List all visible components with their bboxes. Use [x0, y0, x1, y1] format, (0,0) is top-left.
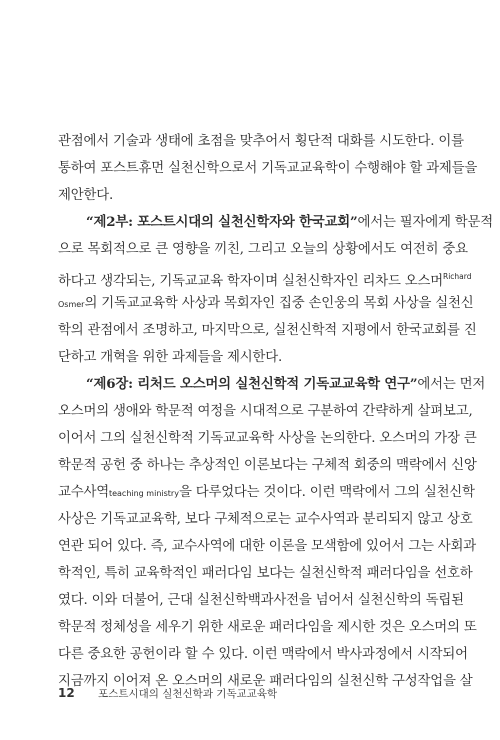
- text-line: 연관 되어 있다. 즉, 교수사역에 대한 이론을 모색함에 있어서 그는 사회과: [58, 539, 477, 554]
- text-line: 였다. 이와 더불어, 근대 실천신학백과사전을 넘어서 실천신학의 독립된: [58, 593, 464, 608]
- paragraph-part2: [58, 209, 493, 371]
- text-line: 단하고 개혁을 위한 과제들을 제시한다.: [58, 350, 283, 365]
- paragraph-intro: [58, 128, 478, 209]
- english-name: Osmer: [58, 300, 85, 309]
- text-line: 이어서 그의 실천신학적 기독교교육학 사상을 논의한다. 오스머의 가장 큰: [58, 431, 477, 446]
- text-line: 학의 관점에서 조명하고, 마지막으로, 실천신학적 지평에서 한국교회를 진: [58, 323, 477, 338]
- text-line: 학적인, 특히 교육학적인 패러다임 보다는 실천신학적 패러다임을 선호하: [58, 566, 473, 581]
- text-span: 에서는 필자에게 학문적: [357, 215, 493, 230]
- text-span: 에서는 먼저: [417, 377, 486, 392]
- text-line: 오스머의 생애와 학문적 여정을 시대적으로 구분하여 간략하게 살펴보고,: [58, 404, 473, 419]
- text-span: 교수사역: [58, 485, 109, 500]
- paragraph-chapter6: [58, 371, 486, 722]
- text-line: [58, 479, 475, 506]
- text-line: 제안한다.: [58, 188, 113, 203]
- text-span: 을 다루었다는 것이다. 이런 맥락에서 그의 실천신학: [178, 485, 475, 500]
- text-line: 학문적 정체성을 세우기 위한 새로운 패러다임을 제시한 것은 오스머의 또: [58, 620, 477, 635]
- running-title: 포스트시대의 실천신학과 기독교교육학: [98, 688, 278, 700]
- text-line: 다른 중요한 공헌이라 할 수 있다. 이런 맥락에서 박사과정에서 시작되어: [58, 647, 468, 662]
- text-span: 의 기독교교육학 사상과 목회자인 집중 손인웅의 목회 사상을 실천신: [84, 296, 474, 311]
- text-line: [58, 209, 493, 236]
- text-line: [58, 263, 472, 290]
- text-line: 관점에서 기술과 생태에 초점을 맞추어서 횡단적 대화를 시도한다. 이를: [58, 134, 464, 149]
- superscript-english: Richard: [442, 272, 472, 281]
- text-line: [58, 290, 474, 317]
- text-line: 지금까지 이어져 온 오스머의 새로운 패러다임의 실천신학 구성작업을 살: [58, 674, 473, 689]
- english-term: teaching ministry: [108, 489, 179, 498]
- page-footer: [58, 686, 277, 702]
- text-line: [58, 371, 486, 398]
- page-number: 12: [58, 686, 75, 700]
- text-span: 하다고 생각되는, 기독교교육 학자이며 실천신학자인 리차드 오스머: [58, 274, 443, 289]
- chapter-heading-inline: “제6장: 리처드 오스머의 실천신학적 기독교교육학 연구”: [86, 376, 418, 392]
- part-heading-inline: “제2부: 포스트시대의 실천신학자와 한국교회”: [86, 214, 358, 230]
- text-line: 통하여 포스트휴먼 실천신학으로서 기독교교육학이 수행해야 할 과제들을: [58, 161, 478, 176]
- text-line: 사상은 기독교교육학, 보다 구체적으로는 교수사역과 분리되지 않고 상호: [58, 512, 473, 527]
- body-text: [58, 128, 493, 722]
- text-line: 으로 목회적으로 큰 영향을 끼친, 그리고 오늘의 상황에서도 여전히 중요: [58, 242, 468, 257]
- text-line: 학문적 공헌 중 하나는 추상적인 이론보다는 구체적 회중의 맥락에서 신앙: [58, 458, 477, 473]
